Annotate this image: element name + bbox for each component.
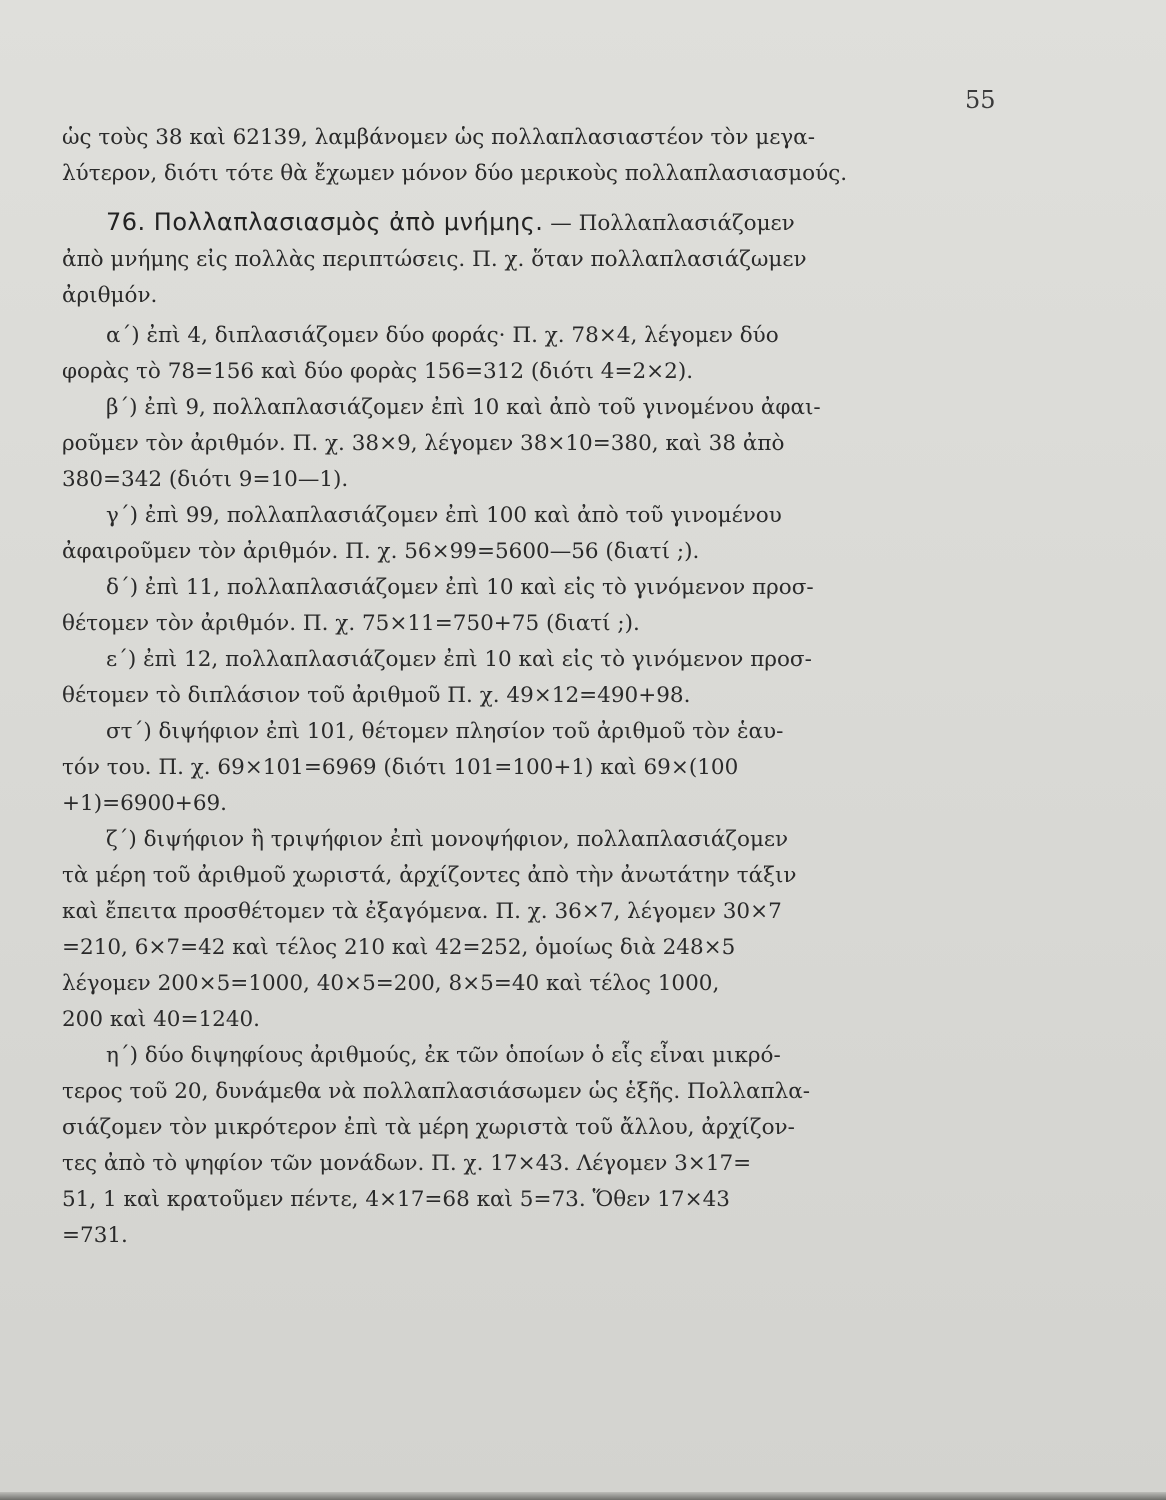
text-line: =210, 6×7=42 καὶ τέλος 210 καὶ 42=252, ὁμοίως διὰ 248×5 [62, 935, 736, 960]
text-line: σιάζομεν τὸν μικρότερον ἐπὶ τὰ μέρη χωριστὰ τοῦ ἄλλου, ἀρχίζον- [62, 1115, 795, 1140]
text-line: 200 καὶ 40=1240. [62, 1007, 261, 1032]
text-line: ἀπὸ μνήμης εἰς πολλὰς περιπτώσεις. Π. χ. ὅταν πολλαπλασιάζωμεν [62, 247, 807, 272]
text-line: τες ἀπὸ τὸ ψηφίον τῶν μονάδων. Π. χ. 17×43. Λέγομεν 3×17= [62, 1151, 752, 1176]
text-line: β΄) ἐπὶ 9, πολλαπλασιάζομεν ἐπὶ 10 καὶ ἀπὸ τοῦ γινομένου ἀφαι- [106, 395, 821, 420]
text-line: ζ΄) διψήφιον ἢ τριψήφιον ἐπὶ μονοψήφιον, πολλαπλασιάζομεν [106, 827, 789, 852]
text-line: — Πολλαπλασιάζομεν [550, 211, 795, 236]
text-line: στ΄) διψήφιον ἐπὶ 101, θέτομεν πλησίον τοῦ ἀριθμοῦ τὸν ἑαυ- [106, 719, 784, 744]
text-line: λέγομεν 200×5=1000, 40×5=200, 8×5=40 καὶ τέλος 1000, [62, 971, 720, 996]
text-line: τόν του. Π. χ. 69×101=6969 (διότι 101=100+1) καὶ 69×(100 [62, 755, 739, 780]
text-line: ἀφαιροῦμεν τὸν ἀριθμόν. Π. χ. 56×99=5600—56 (διατί ;). [62, 539, 700, 564]
text-line: γ΄) ἐπὶ 99, πολλαπλασιάζομεν ἐπὶ 100 καὶ ἀπὸ τοῦ γινομένου [106, 503, 782, 528]
text-line: 51, 1 καὶ κρατοῦμεν πέντε, 4×17=68 καὶ 5=73. Ὅθεν 17×43 [62, 1187, 730, 1212]
section-heading-line [62, 204, 1006, 242]
text-line: τὰ μέρη τοῦ ἀριθμοῦ χωριστά, ἀρχίζοντες ἀπὸ τὴν ἀνωτάτην τάξιν [62, 863, 797, 888]
text-line: ροῦμεν τὸν ἀριθμόν. Π. χ. 38×9, λέγομεν 38×10=380, καὶ 38 ἀπὸ [62, 431, 785, 456]
text-line: +1)=6900+69. [62, 791, 228, 816]
text-line: α΄) ἐπὶ 4, διπλασιάζομεν δύο φοράς· Π. χ. 78×4, λέγομεν δύο [106, 323, 779, 348]
text-line: λύτερον, διότι τότε θὰ ἔχωμεν μόνον δύο μερικοὺς πολλαπλασιασμούς. [62, 161, 848, 186]
text-line: ἀριθμόν. [62, 283, 158, 308]
section-title: 76. Πολλαπλασιασμὸς ἀπὸ μνήμης. [106, 208, 544, 236]
text-line: =731. [62, 1223, 128, 1248]
text-line: δ΄) ἐπὶ 11, πολλαπλασιάζομεν ἐπὶ 10 καὶ εἰς τὸ γινόμενον προσ- [106, 575, 814, 600]
text-line: θέτομεν τὸ διπλάσιον τοῦ ἀριθμοῦ Π. χ. 49×12=490+98. [62, 683, 691, 708]
text-line: θέτομεν τὸν ἀριθμόν. Π. χ. 75×11=750+75 (διατί ;). [62, 611, 640, 636]
page-body [62, 120, 1006, 1254]
text-line: φορὰς τὸ 78=156 καὶ δύο φορὰς 156=312 (διότι 4=2×2). [62, 359, 694, 384]
page-number: 55 [965, 86, 996, 114]
text-line: ε΄) ἐπὶ 12, πολλαπλασιάζομεν ἐπὶ 10 καὶ εἰς τὸ γινόμενον προσ- [106, 647, 812, 672]
text-line: η΄) δύο διψηφίους ἀριθμούς, ἐκ τῶν ὁποίων ὁ εἷς εἶναι μικρό- [106, 1043, 781, 1068]
text-line: τερος τοῦ 20, δυνάμεθα νὰ πολλαπλασιάσωμεν ὡς ἑξῆς. Πολλαπλα- [62, 1079, 811, 1104]
text-line: 380=342 (διότι 9=10—1). [62, 467, 349, 492]
page-bottom-edge [0, 1492, 1166, 1500]
text-line: ὡς τοὺς 38 καὶ 62139, λαμβάνομεν ὡς πολλαπλασιαστέον τὸν μεγα- [62, 125, 815, 150]
text-line: καὶ ἔπειτα προσθέτομεν τὰ ἐξαγόμενα. Π. χ. 36×7, λέγομεν 30×7 [62, 899, 782, 924]
